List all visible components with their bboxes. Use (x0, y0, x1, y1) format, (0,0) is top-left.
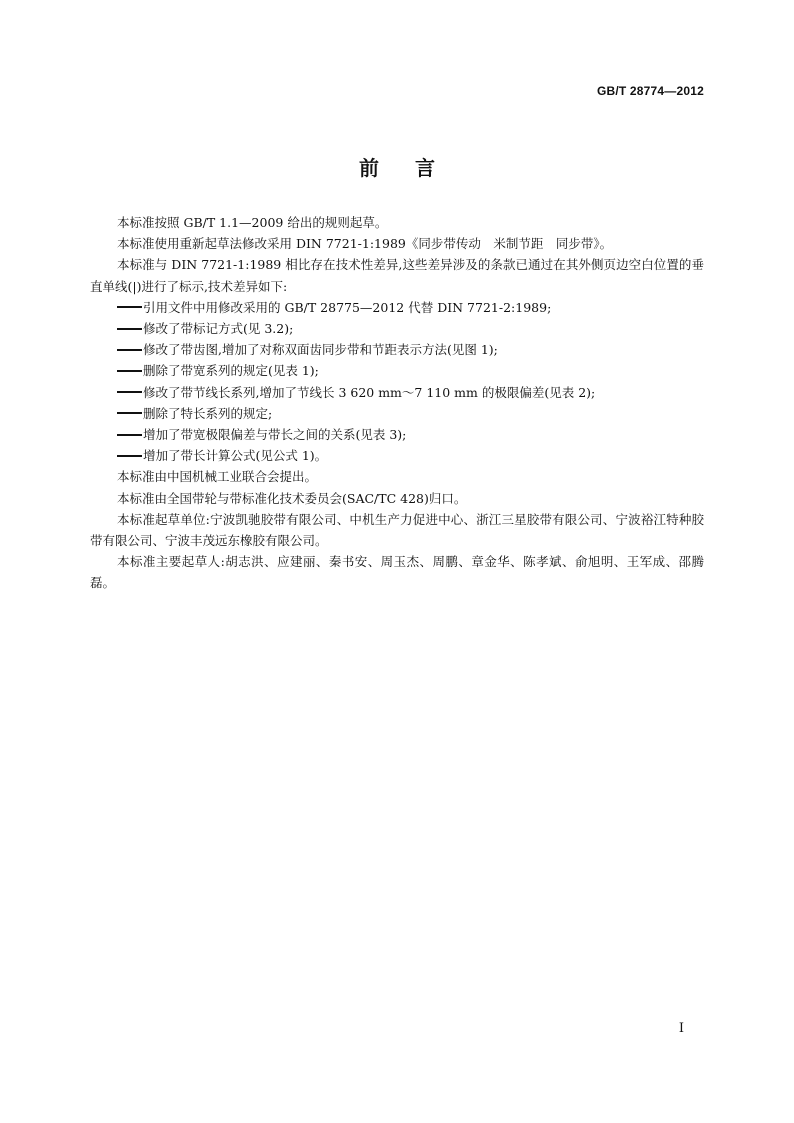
difference-text: 修改了带节线长系列,增加了节线长 3 620 mm～7 110 mm 的极限偏差(见表 2); (143, 384, 596, 400)
difference-item (90, 318, 704, 339)
proposer-paragraph: 本标准由中国机械工业联合会提出。 (117, 469, 318, 485)
page-title: 前言 (359, 156, 471, 180)
drafting-units-paragraph: 本标准起草单位:宁波凯驰胶带有限公司、中机生产力促进中心、浙江三星胶带有限公司、宁波裕江特种胶带有限公司、宁波丰茂远东橡胶有限公司。 (90, 511, 704, 549)
difference-text: 修改了带标记方式(见 3.2); (143, 321, 294, 337)
difference-text: 增加了带长计算公式(见公式 1)。 (143, 448, 328, 464)
dash-mark (117, 328, 142, 330)
difference-item (90, 445, 704, 466)
drafting-rules-paragraph: 本标准按照 GB/T 1.1—2009 给出的规则起草。 (117, 215, 388, 230)
dash-mark (117, 391, 142, 393)
committee-paragraph: 本标准由全国带轮与带标准化技术委员会(SAC/TC 428)归口。 (117, 490, 467, 506)
difference-item (90, 403, 704, 424)
dash-mark (117, 434, 142, 436)
difference-item (90, 297, 704, 318)
difference-item (90, 360, 704, 381)
dash-mark (117, 455, 142, 457)
drafters-paragraph: 本标准主要起草人:胡志洪、应建丽、秦书安、周玉杰、周鹏、章金华、陈孝斌、俞旭明、王军成、邵腾磊。 (90, 554, 704, 591)
document-code: GB/T 28774—2012 (596, 84, 704, 98)
difference-text: 引用文件中用修改采用的 GB/T 28775—2012 代替 DIN 7721-2:1989; (143, 299, 552, 315)
dash-mark (117, 349, 142, 351)
foreword-body (90, 212, 704, 594)
dash-mark (117, 370, 142, 372)
difference-item (90, 424, 704, 445)
difference-item (90, 382, 704, 403)
difference-item (90, 339, 704, 360)
adoption-paragraph: 本标准使用重新起草法修改采用 DIN 7721-1:1989《同步带传动 米制节距 同步带》。 (117, 236, 613, 252)
differences-intro-paragraph: 本标准与 DIN 7721-1:1989 相比存在技术性差异,这些差异涉及的条款已通过在其外侧页边空白位置的垂直单线(|)进行了标示,技术差异如下: (90, 257, 704, 294)
dash-mark (117, 412, 142, 414)
page-number: I (678, 1021, 684, 1036)
dash-mark (117, 306, 142, 308)
difference-text: 删除了带宽系列的规定(见表 1); (143, 363, 319, 379)
difference-text: 删除了特长系列的规定; (143, 405, 273, 421)
difference-text: 修改了带齿图,增加了对称双面齿同步带和节距表示方法(见图 1); (143, 342, 498, 358)
difference-text: 增加了带宽极限偏差与带长之间的关系(见表 3); (143, 427, 407, 443)
